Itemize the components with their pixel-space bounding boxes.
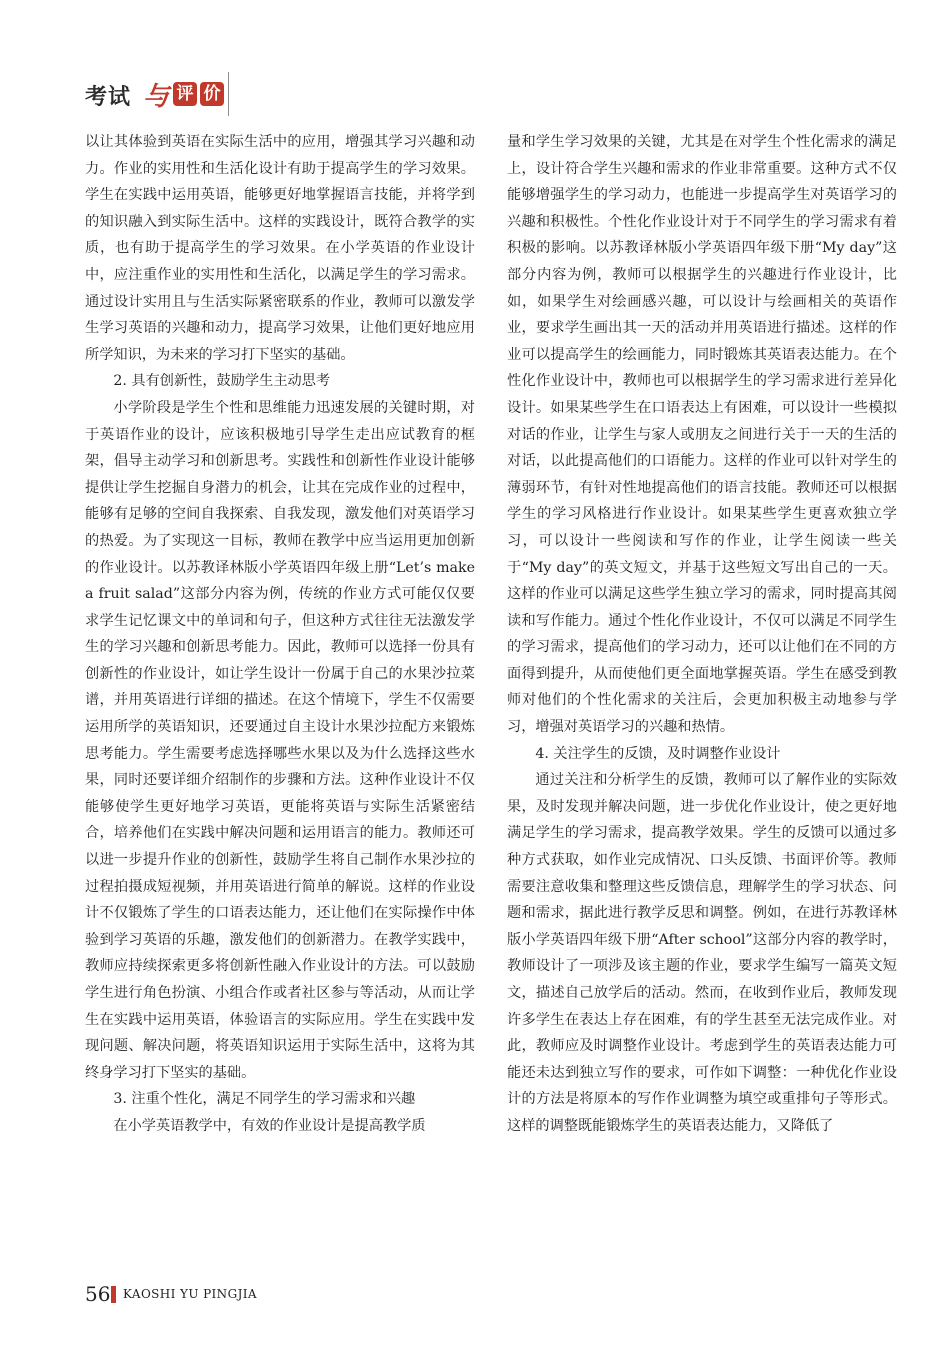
paragraph: 通过关注和分析学生的反馈，教师可以了解作业的实际效果，及时发现并解决问题，进一步优化作业设计，使之更好地满足学生的学习需求，提高教学效果。学生的反馈可以通过多种方式获取，如作业完成情况、口头反馈、书面评价等。教师需要注意收集和整理这些反馈信息，理解学生的学习状态、问题和需求，据此进行教学反思和调整。例如，在进行苏教译林版小学英语四年级下册“After school”这部分内容的教学时，教师设计了一项涉及该主题的作业，要求学生编写一篇英文短文，描述自己放学后的活动。然而，在收到作业后，教师发现许多学生在表达上存在困难，有的学生甚至无法完成作业。对此，教师应及时调整作业设计。考虑到学生的英语表达能力可能还未达到独立写作的要求，可作如下调整：一种优化作业设计的方法是将原本的写作作业调整为填空或重排句子等形式。这样的调整既能锻炼学生的英语表达能力，又降低了: [507, 772, 897, 1134]
section-heading: 2. 具有创新性，鼓励学生主动思考: [113, 373, 331, 390]
left-column: [85, 129, 475, 1140]
page-number: 56: [85, 1282, 111, 1306]
journal-name: KAOSHI YU PINGJIA: [123, 1287, 257, 1301]
logo-box-jia: 价: [200, 82, 224, 106]
header-divider: [228, 72, 229, 116]
section-heading: 4. 关注学生的反馈，及时调整作业设计: [535, 745, 781, 762]
paragraph: 量和学生学习效果的关键，尤其是在对学生个性化需求的满足上，设计符合学生兴趣和需求的作业非常重要。这种方式不仅能够增强学生的学习动力，也能进一步提高学生对英语学习的兴趣和积极性。个性化作业设计对于不同学生的学习需求有着积极的影响。以苏教译林版小学英语四年级下册“My day”这部分内容为例，教师可以根据学生的兴趣进行作业设计，比如，如果学生对绘画感兴趣，可以设计与绘画相关的英语作业，要求学生画出其一天的活动并用英语进行描述。这样的作业可以提高学生的绘画能力，同时锻炼其英语表达能力。在个性化作业设计中，教师也可以根据学生的学习需求进行差异化设计。如果某些学生在口语表达上有困难，可以设计一些模拟对话的作业，让学生与家人或朋友之间进行关于一天的生活的对话，以此提高他们的口语能力。这样的作业可以针对学生的薄弱环节，有针对性地提高他们的语言技能。教师还可以根据学生的学习风格进行作业设计。如果某些学生更喜欢独立学习，可以设计一些阅读和写作的作业，让学生阅读一些关于“My day”的英文短文，并基于这些短文写出自己的一天。这样的作业可以满足这些学生独立学习的需求，同时提高其阅读和写作能力。通过个性化作业设计，不仅可以满足不同学生的学习需求，提高他们的学习动力，还可以让他们在不同的方面得到提升，从而使他们更全面地掌握英语。学生在感受到教师对他们的个性化需求的关注后，会更加积极主动地参与学习，增强对英语学习的兴趣和热情。: [507, 134, 897, 736]
logo-text: 考试: [85, 84, 132, 110]
journal-logo: [85, 66, 235, 116]
logo-connector: 与: [143, 82, 170, 112]
paragraph: 小学阶段是学生个性和思维能力迅速发展的关键时期，对于英语作业的设计，应该积极地引导学生走出应试教育的框架，倡导主动学习和创新思考。实践性和创新性作业设计能够提供让学生挖掘自身潜力的机会，让其在完成作业的过程中，能够有足够的空间自我探索、自我发现，激发他们对英语学习的热爱。为了实现这一目标，教师在教学中应当运用更加创新的作业设计。以苏教译林版小学英语四年级上册“Let’s make a fruit salad”这部分内容为例，传统的作业方式可能仅仅要求学生记忆课文中的单词和句子，但这种方式往往无法激发学生的学习兴趣和创新思考能力。因此，教师可以选择一份具有创新性的作业设计，如让学生设计一份属于自己的水果沙拉菜谱，并用英语进行详细的描述。在这个情境下，学生不仅需要运用所学的英语知识，还要通过自主设计水果沙拉配方来锻炼思考能力。学生需要考虑选择哪些水果以及为什么选择这些水果，同时还要详细介绍制作的步骤和方法。这种作业设计不仅能够使学生更好地学习英语，更能将英语与实际生活紧密结合，培养他们在实践中解决问题和运用语言的能力。教师还可以进一步提升作业的创新性，鼓励学生将自己制作水果沙拉的过程拍摄成短视频，并用英语进行简单的解说。这样的作业设计不仅锻炼了学生的口语表达能力，还让他们在实际操作中体验到学习英语的乐趣，激发他们的创新潜力。在教学实践中，教师应持续探索更多将创新性融入作业设计的方法。可以鼓励学生进行角色扮演、小组合作或者社区参与等活动，从而让学生在实践中运用英语，体验语言的实际应用。学生在实践中发现问题、解决问题，将英语知识运用于实际生活中，这将为其终身学习打下坚实的基础。: [85, 399, 475, 1081]
footer-accent-bar: [111, 1286, 116, 1303]
paragraph: 在小学英语教学中，有效的作业设计是提高教学质: [113, 1117, 426, 1134]
section-heading: 3. 注重个性化，满足不同学生的学习需求和兴趣: [113, 1091, 416, 1108]
paragraph: 以让其体验到英语在实际生活中的应用，增强其学习兴趣和动力。作业的实用性和生活化设计有助于提高学生的学习效果。学生在实践中运用英语，能够更好地掌握语言技能，并将学到的知识融入到实际生活中。这样的实践设计，既符合教学的实质，也有助于提高学生的学习效果。在小学英语的作业设计中，应注重作业的实用性和生活化，以满足学生的学习需求。通过设计实用且与生活实际紧密联系的作业，教师可以激发学生学习英语的兴趣和动力，提高学习效果，让他们更好地应用所学知识，为未来的学习打下坚实的基础。: [85, 134, 475, 363]
right-column: [507, 129, 897, 1140]
logo-box-ping: 评: [173, 82, 197, 106]
